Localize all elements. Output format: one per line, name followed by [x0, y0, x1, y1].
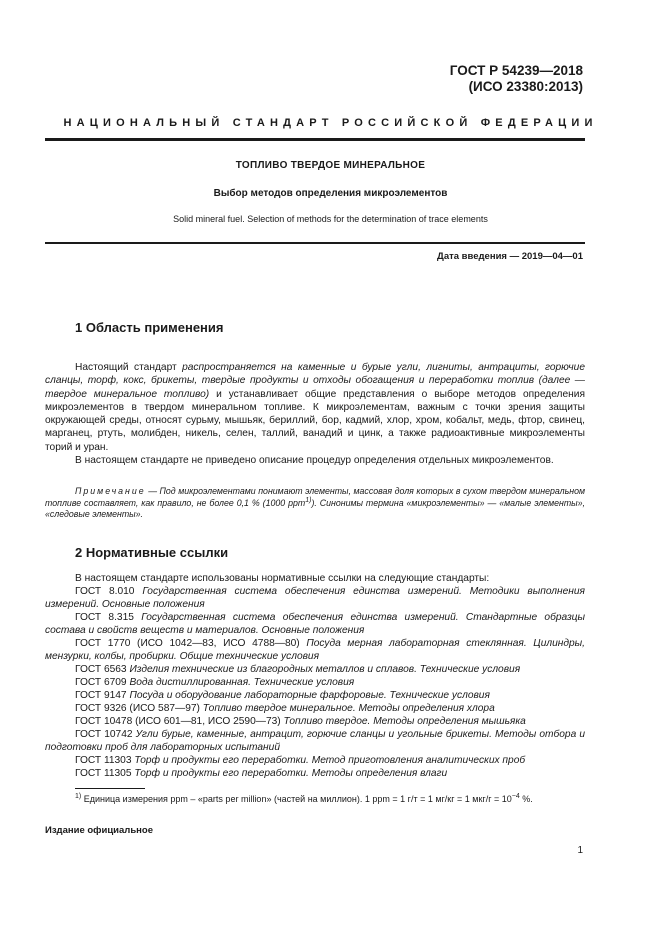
scope-text-start: Настоящий стандарт — [75, 362, 183, 373]
reference-item: ГОСТ 1770 (ИСО 1042—83, ИСО 4788—80) Посуда мерная лабораторная стеклянная. Цилиндры, мензурки, колбы, пробирки. Общие технические условия — [45, 638, 585, 662]
title-rule — [45, 242, 585, 244]
footnote-marker: 1) — [75, 793, 82, 800]
english-title: Solid mineral fuel. Selection of methods for the determination of trace elements — [173, 214, 488, 224]
reference-item: ГОСТ 8.315 Государственная система обеспечения единства измерений. Стандартные образцы состава и свойств веществ и материалов. Основные положения — [45, 612, 585, 636]
section1-body — [45, 361, 585, 467]
section1-heading: 1 Область применения — [75, 320, 224, 335]
footnote-exponent: −4 — [511, 793, 520, 800]
reference-item: ГОСТ 10478 (ИСО 601—81, ИСО 2590—73) Топливо твердое. Методы определения мышьяка — [75, 716, 526, 727]
reference-item: ГОСТ 10742 Угли бурые, каменные, антрацит, горючие сланцы и угольные брикеты. Методы отбора и подготовки проб для лабораторных испытаний — [45, 729, 585, 753]
note-label: Примечание — [75, 486, 146, 496]
reference-item: ГОСТ 6563 Изделия технические из благородных металлов и сплавов. Технические условия — [75, 664, 521, 675]
reference-item: ГОСТ 11305 Торф и продукты его переработки. Методы определения влаги — [75, 768, 448, 779]
reference-item: ГОСТ 9326 (ИСО 587—97) Топливо твердое минеральное. Методы определения хлора — [75, 703, 495, 714]
footnote-text-a: Единица измерения ppm – «parts per million» (частей на миллион). 1 ppm = 1 г/т = 1 мг/кг = 1 мкг/г = 10 — [81, 794, 512, 804]
reference-item: ГОСТ 8.010 Государственная система обеспечения единства измерений. Методики выполнения измерений. Основные положения — [45, 586, 585, 610]
header-rule — [45, 138, 585, 141]
note-text-a: — Под микроэлементами понимают элементы, массовая доля которых в сухом твердом минеральном топливе составляет, как правило, не более 0,1 % (1000 ppm — [45, 486, 585, 508]
reference-item: ГОСТ 6709 Вода дистиллированная. Технические условия — [75, 677, 355, 688]
introduction-date: Дата введения — 2019—04—01 — [437, 251, 583, 262]
footnote-text-b: %. — [519, 794, 533, 804]
footnote-rule — [75, 788, 145, 789]
scope-paragraph — [45, 361, 585, 454]
official-edition: Издание официальное — [45, 825, 153, 836]
page-number: 1 — [577, 845, 583, 856]
section2-heading: 2 Нормативные ссылки — [75, 545, 229, 560]
scope-text-italic: распространяется на каменные и бурые угли, лигниты, антрациты, горючие сланцы, торф, кокс, брикеты, твердые продукты и отходы обогащения и переработки топлив (далее — твердое минеральное топливо) — [45, 362, 585, 400]
references-intro: В настоящем стандарте использованы нормативные ссылки на следующие стандарты: — [75, 573, 490, 584]
scope-text-end: и устанавливает общие представления о выборе методов определения микроэлементов в твердом минеральном топливе. К микроэлементам, важным с точки зрения защиты окружающей среды, относят сурьму, мышьяк, бериллий, бор, кадмий, хлор, хром, кобальт, медь, фтор, свинец, марганец, ртуть, молибден, никель, селен, таллий, ванадий и цинк, а также радиоактивные микроэлементы торий и уран. — [45, 388, 585, 453]
national-standard-heading: НАЦИОНАЛЬНЫЙ СТАНДАРТ РОССИЙСКОЙ ФЕДЕРАЦИИ — [63, 117, 598, 129]
note — [45, 486, 585, 521]
standard-number-block — [450, 63, 583, 95]
document-subtitle: Выбор методов определения микроэлементов — [213, 188, 448, 199]
note-footnote-ref: 1) — [305, 496, 312, 504]
reference-item: ГОСТ 11303 Торф и продукты его переработки. Метод приготовления аналитических проб — [75, 755, 526, 766]
reference-item: ГОСТ 9147 Посуда и оборудование лабораторные фарфоровые. Технические условия — [75, 690, 490, 701]
document-title: ТОПЛИВО ТВЕРДОЕ МИНЕРАЛЬНОЕ — [235, 160, 426, 171]
scope-paragraph-2: В настоящем стандарте не приведено описание процедур определения отдельных микроэлементов. — [75, 455, 554, 467]
footnote — [75, 794, 533, 804]
iso-number: (ИСО 23380:2013) — [468, 79, 583, 94]
standard-number: ГОСТ Р 54239—2018 — [449, 63, 583, 78]
references-list — [45, 572, 585, 780]
note-text-b: ). Синонимы термина «микроэлементы» — «малые элементы», «следовые элементы». — [45, 497, 585, 519]
